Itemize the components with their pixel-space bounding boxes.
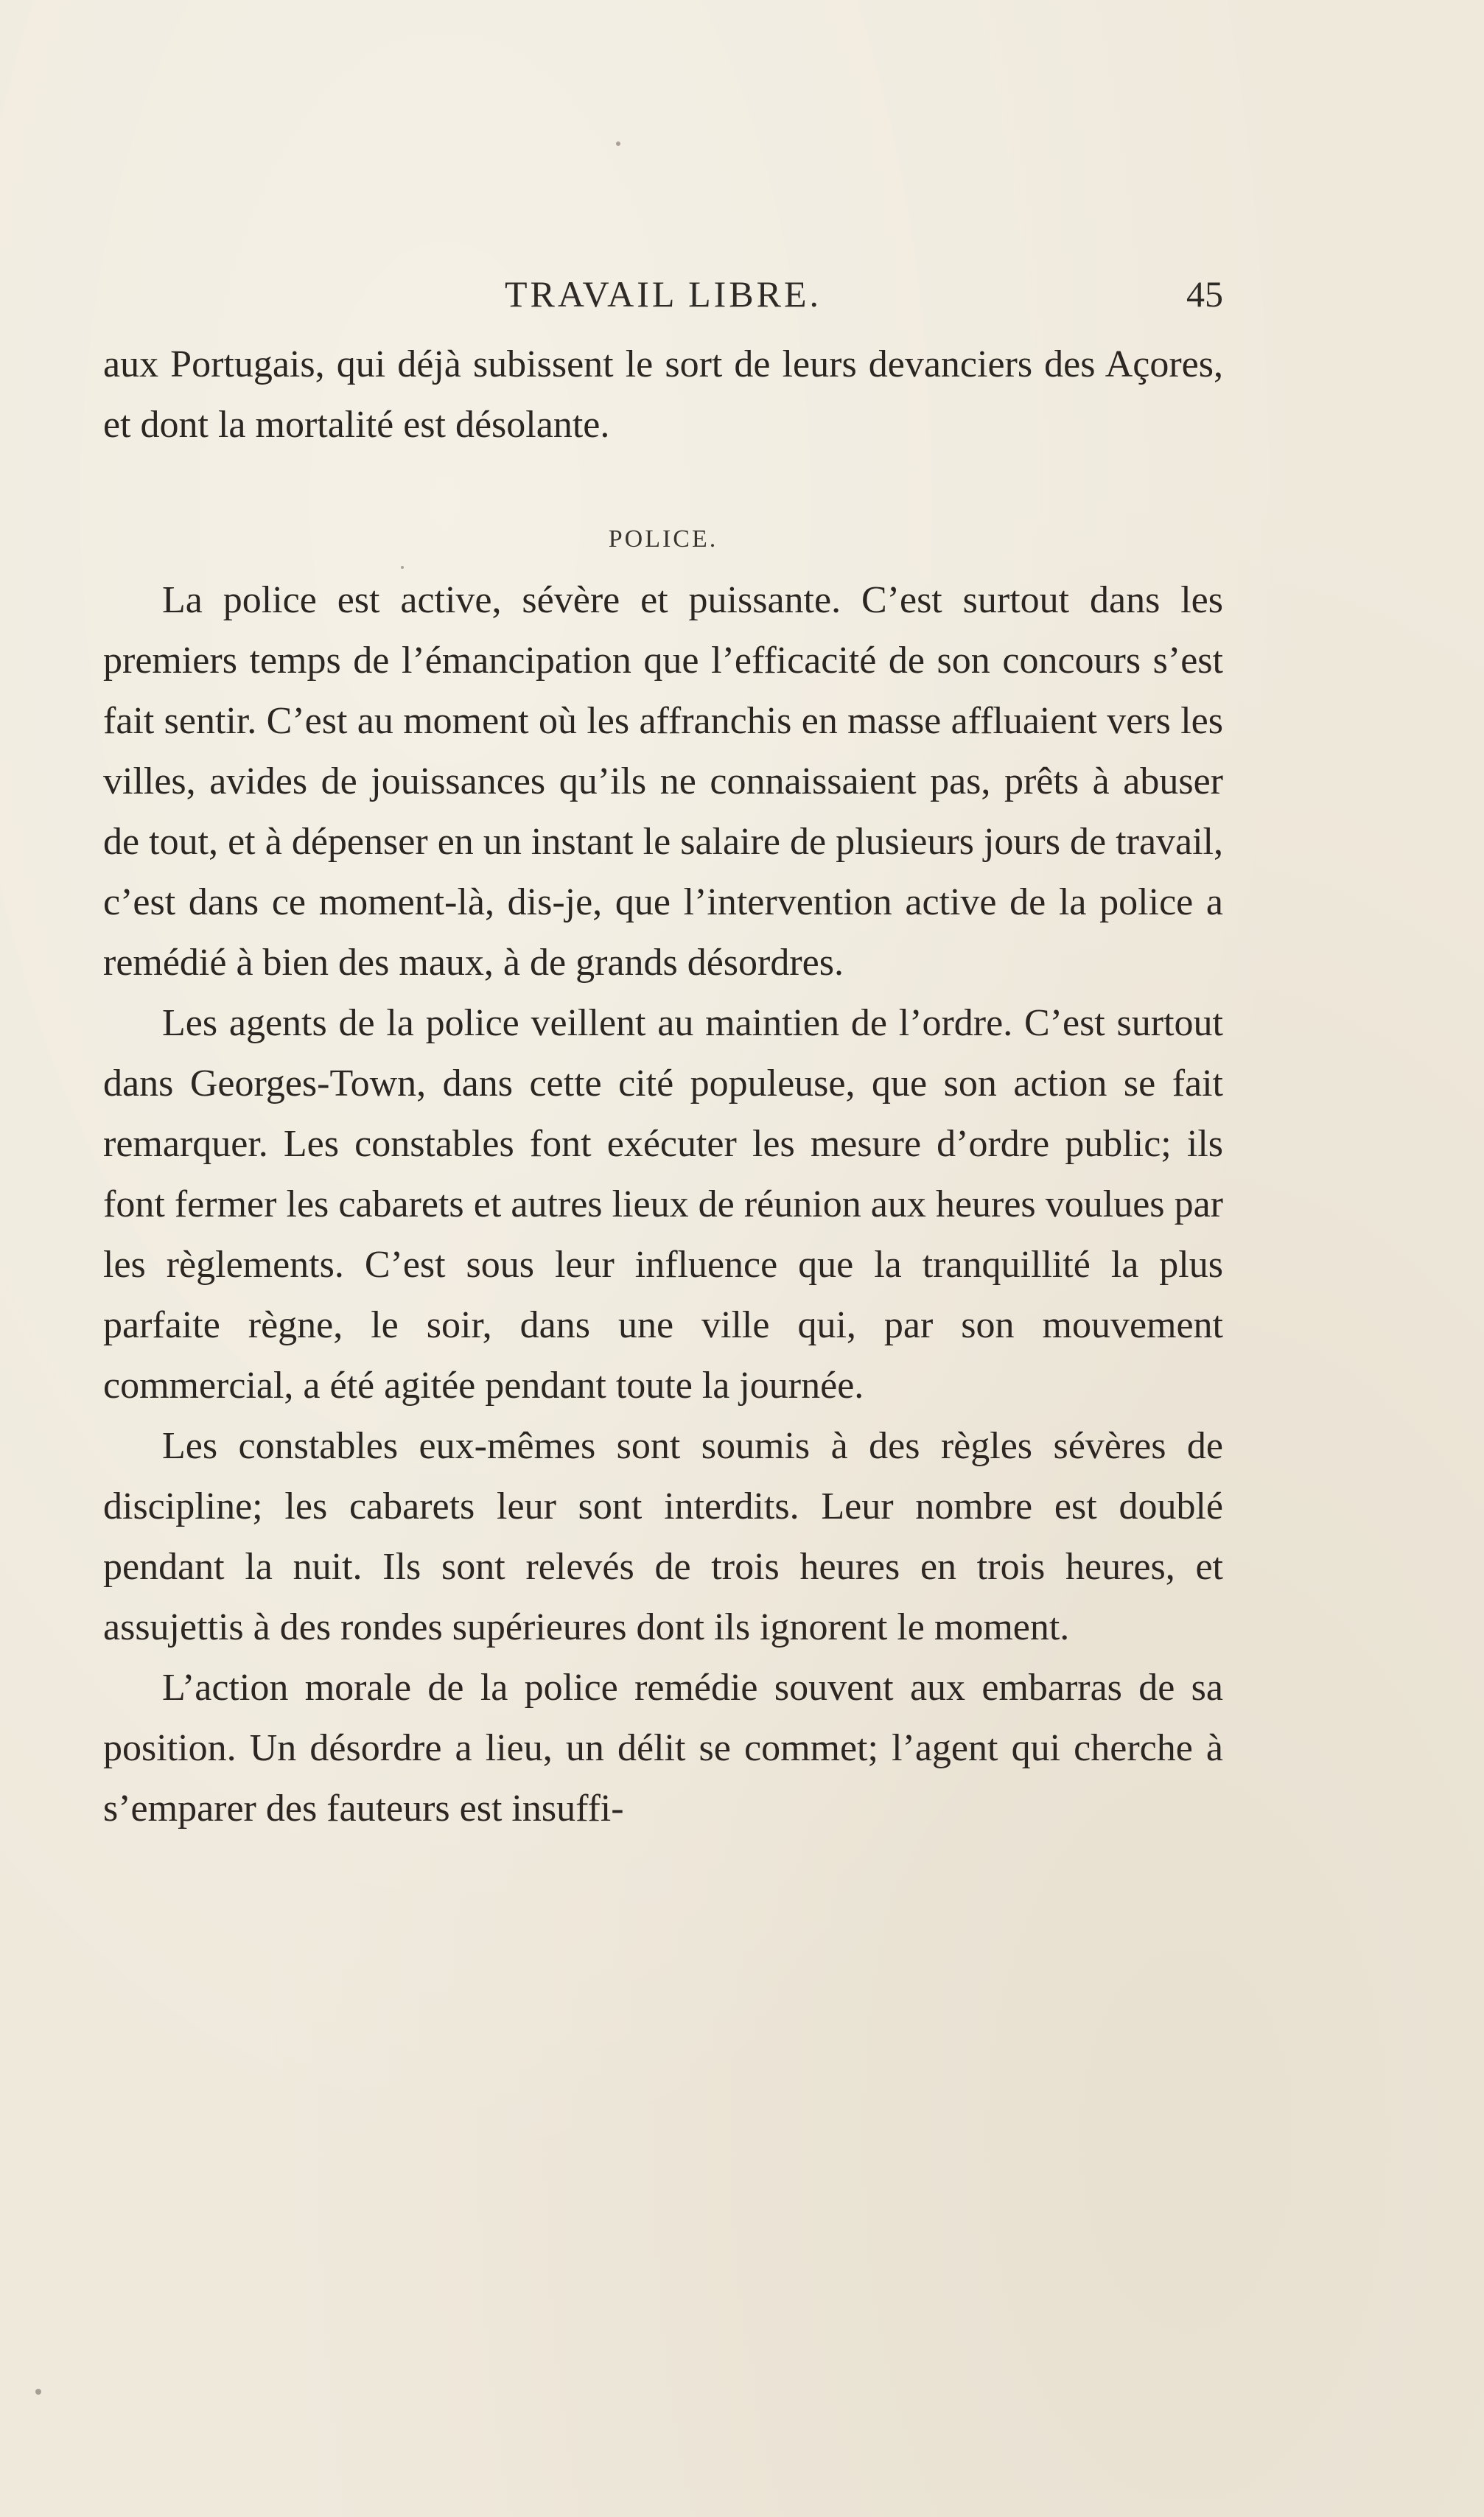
paragraph-constables-discipline: Les constables eux-mêmes sont soumis à des règles sévères de discipline; les cabarets leur sont interdits. Leur nombre est doublé pendant la nuit. Ils sont relevés de trois heures en trois heures, et assujettis à des rondes supérieures dont ils ignorent le moment. (103, 1425, 1223, 1648)
paragraph-police-agents: Les agents de la police veillent au maintien de l’ordre. C’est surtout dans Georges-Town, dans cette cité populeuse, que son action se fait remarquer. Les constables font exécuter les mesure d’ordre public; ils font fermer les cabarets et autres lieux de réunion aux heures voulues par les règlements. C’est sous leur influence que la tranquillité la plus parfaite règne, le soir, dans une ville qui, par son mouvement commercial, a été agitée pendant toute la journée. (103, 1002, 1223, 1407)
paragraph-police-active: La police est active, sévère et puissante. C’est surtout dans les premiers temps de l’émancipation que l’efficacité de son concours s’est fait sentir. C’est au moment où les affranchis en masse affluaient vers les villes, avides de jouissances qu’ils ne connaissaient pas, prêts à abuser de tout, et à dépenser en un instant le salaire de plusieurs jours de travail, c’est dans ce moment-là, dis-je, que l’intervention active de la police a remédié à bien des maux, à de grands désordres. (103, 579, 1223, 984)
paper-speck (616, 141, 620, 146)
paper-speck (35, 2389, 41, 2395)
paragraph-moral-action: L’action morale de la police remédie souvent aux embarras de sa position. Un désordre a lieu, un délit se commet; l’agent qui cherche à s’emparer des fauteurs est insuffi- (103, 1667, 1223, 1830)
body-text (103, 335, 1223, 1839)
paragraph-continuation: aux Portugais, qui déjà subissent le sort de leurs devanciers des Açores, et dont la mortalité est désolante. (103, 343, 1223, 446)
page-number: 45 (1186, 273, 1223, 315)
section-heading-police: POLICE. (608, 525, 718, 553)
running-title: TRAVAIL LIBRE. (504, 273, 822, 315)
running-head (103, 268, 1223, 320)
paper-speck (401, 566, 404, 569)
